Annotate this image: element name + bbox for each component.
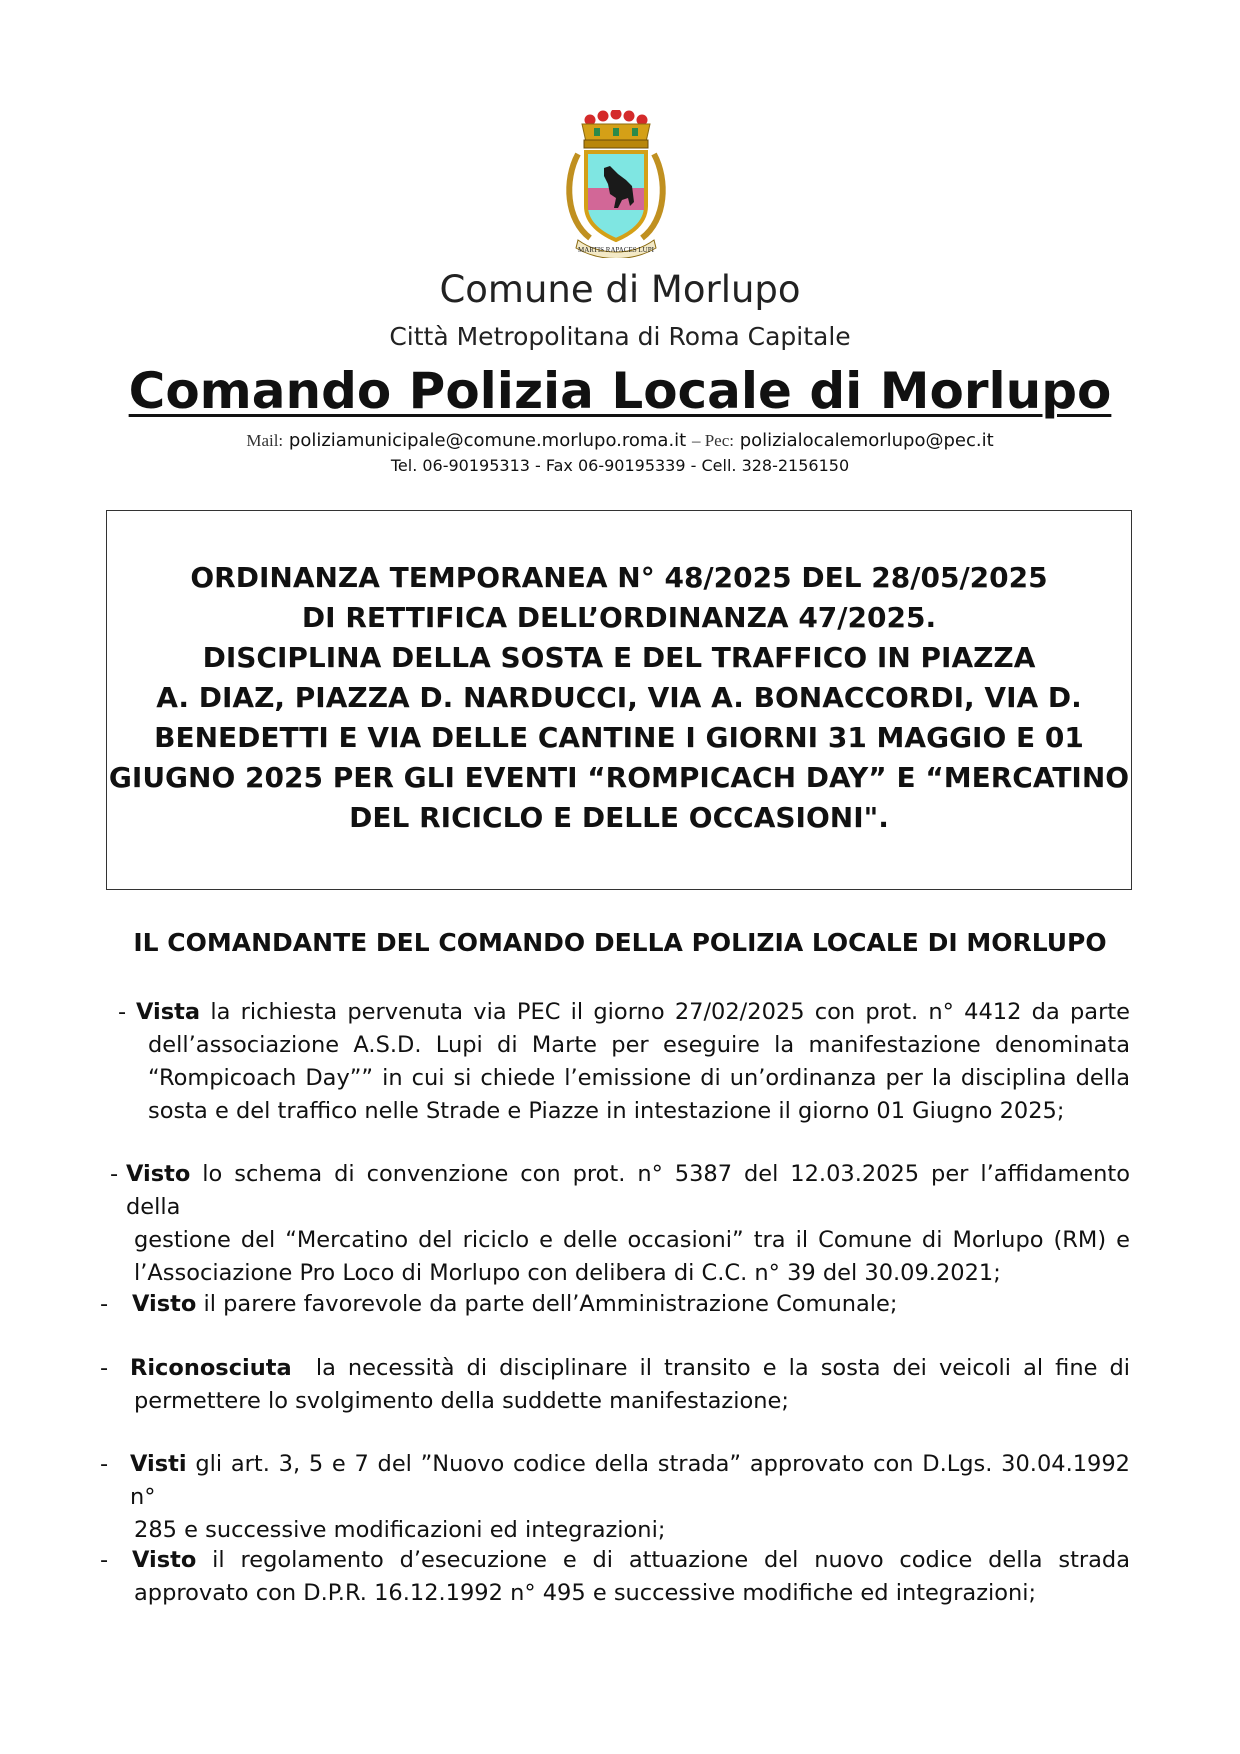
item-text-line: permettere lo svolgimento della suddette manifestazione;	[134, 1388, 789, 1414]
item-text-line: dell’associazione A.S.D. Lupi di Marte per eseguire la manifestazione denominata	[148, 1032, 1130, 1058]
command-title-text: Comando Polizia Locale di Morlupo	[128, 362, 1112, 420]
item-keyword: Visti	[130, 1451, 187, 1477]
list-dash: -	[118, 999, 127, 1025]
ordinance-title-line: DISCIPLINA DELLA SOSTA E DEL TRAFFICO IN PIAZZA	[202, 641, 1036, 674]
list-item	[110, 1158, 1130, 1290]
item-keyword: Vista	[136, 999, 201, 1025]
ordinance-title-line: ORDINANZA TEMPORANEA N° 48/2025 DEL 28/05/2025	[190, 561, 1048, 594]
metro-area: Città Metropolitana di Roma Capitale	[389, 322, 851, 351]
coat-of-arms-icon	[560, 110, 672, 258]
item-keyword: Visto	[126, 1161, 191, 1187]
item-text-line: lo schema di convenzione con prot. n° 5387 del 12.03.2025 per l’affidamento della	[126, 1161, 1130, 1220]
list-item	[100, 1448, 1130, 1547]
mail-label: Mail:	[246, 431, 284, 450]
command-title	[0, 362, 1240, 420]
ordinance-title	[107, 558, 1131, 838]
town-name: Comune di Morlupo	[439, 268, 801, 311]
item-text-line: gli art. 3, 5 e 7 del ”Nuovo codice della strada” approvato con D.Lgs. 30.04.1992 n°	[130, 1451, 1131, 1510]
list-item	[100, 1352, 1130, 1418]
crest-motto: MARTIS RAPACES LUPI	[578, 246, 654, 254]
ordinance-title-line: A. DIAZ, PIAZZA D. NARDUCCI, VIA A. BONACCORDI, VIA D.	[156, 681, 1082, 714]
list-item	[100, 1544, 1130, 1610]
item-text-line: 285 e successive modificazioni ed integrazioni;	[134, 1517, 666, 1543]
phone-line: Tel. 06-90195313 - Fax 06-90195339 - Cell. 328-2156150	[390, 456, 850, 475]
item-text-line: la richiesta pervenuta via PEC il giorno 27/02/2025 con prot. n° 4412 da parte	[210, 999, 1130, 1025]
list-dash: -	[100, 1355, 109, 1381]
mail-link[interactable]: poliziamunicipale@comune.morlupo.roma.it	[288, 430, 687, 451]
ordinance-title-line: DI RETTIFICA DELL’ORDINANZA 47/2025.	[301, 601, 937, 634]
contact-line	[0, 430, 1240, 451]
pec-label: – Pec:	[691, 431, 734, 450]
list-dash: -	[100, 1547, 109, 1573]
item-text-line: il regolamento d’esecuzione e di attuazione del nuovo codice della strada	[212, 1547, 1130, 1573]
ordinance-title-line: BENEDETTI E VIA DELLE CANTINE I GIORNI 31 MAGGIO E 01	[154, 721, 1084, 754]
list-item	[118, 996, 1130, 1128]
pec-link[interactable]: polizialocalemorlupo@pec.it	[739, 430, 994, 451]
item-text-line: “Rompicoach Day”” in cui si chiede l’emissione di un’ordinanza per la disciplina della	[148, 1065, 1130, 1091]
commander-heading: IL COMANDANTE DEL COMANDO DELLA POLIZIA LOCALE DI MORLUPO	[133, 928, 1107, 957]
item-text-line: approvato con D.P.R. 16.12.1992 n° 495 e successive modifiche ed integrazioni;	[134, 1580, 1037, 1606]
list-dash: -	[100, 1451, 109, 1477]
list-dash: -	[100, 1291, 109, 1317]
item-text-line: gestione del “Mercatino del riciclo e delle occasioni” tra il Comune di Morlupo (RM) e	[134, 1227, 1130, 1253]
item-text-line: l’Associazione Pro Loco di Morlupo con delibera di C.C. n° 39 del 30.09.2021;	[134, 1260, 1001, 1286]
item-text-line: sosta e del traffico nelle Strade e Piazze in intestazione il giorno 01 Giugno 2025;	[148, 1098, 1065, 1124]
ordinance-title-line: DEL RICICLO E DELLE OCCASIONI".	[349, 801, 889, 834]
list-item	[100, 1288, 1130, 1321]
ordinance-title-line: GIUGNO 2025 PER GLI EVENTI “ROMPICACH DAY” E “MERCATINO	[108, 761, 1130, 794]
list-dash: -	[110, 1161, 119, 1187]
item-text-line: il parere favorevole da parte dell’Amministrazione Comunale;	[203, 1291, 898, 1317]
ordinance-title-box	[106, 510, 1132, 890]
item-keyword: Visto	[132, 1547, 197, 1573]
item-keyword: Riconosciuta	[130, 1355, 292, 1381]
item-keyword: Visto	[132, 1291, 197, 1317]
crown-icon	[582, 110, 650, 148]
item-text-line: la necessità di disciplinare il transito e la sosta dei veicoli al fine di	[315, 1355, 1130, 1381]
